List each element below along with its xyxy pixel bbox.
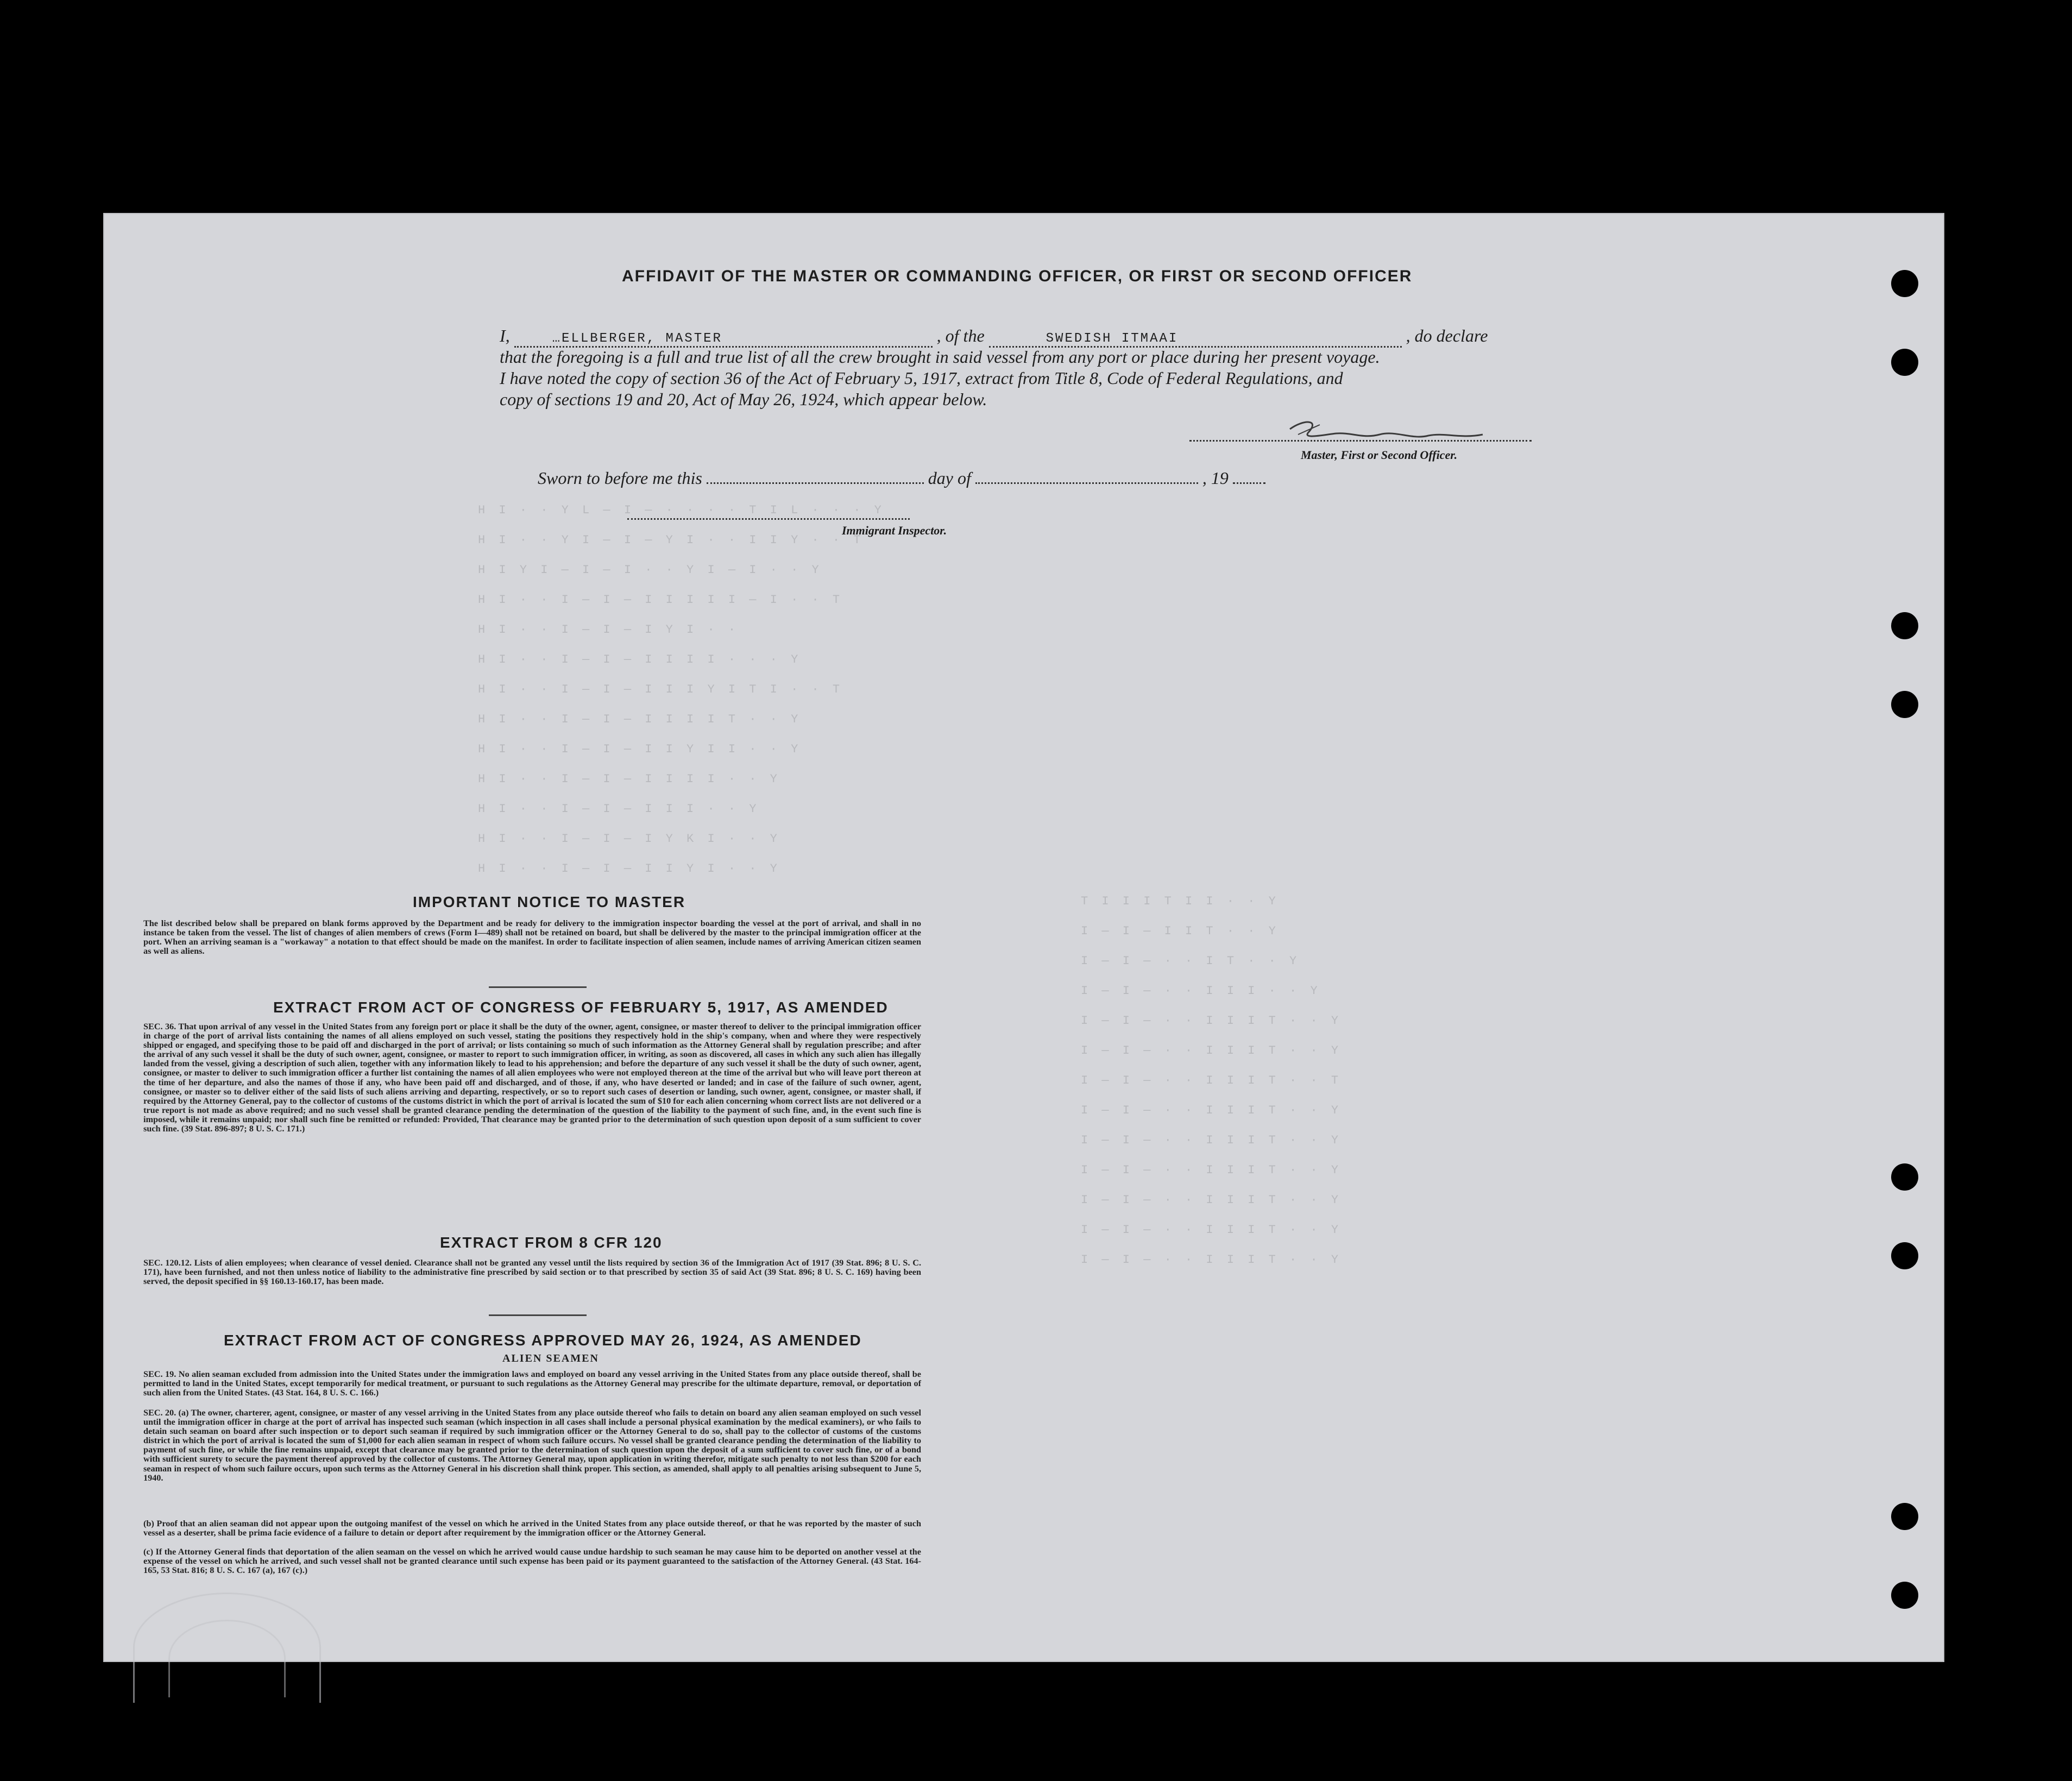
of-the-label: , of the bbox=[936, 326, 985, 345]
affidavit-line-1 bbox=[500, 326, 1488, 348]
extract-1917-title: EXTRACT FROM ACT OF CONGRESS OF FEBRUARY 5, 1917, AS AMENDED bbox=[273, 999, 889, 1016]
signature-label: Master, First or Second Officer. bbox=[1301, 448, 1458, 462]
master-name-value: …ELLBERGER, MASTER bbox=[552, 331, 722, 346]
sec-19-text: SEC. 19. No alien seaman excluded from admission into the United States under the immigration laws and employed on board any vessel arriving in the United States from any place outside thereof, shall be permitted to land in the United States, except temporarily for medical treatment, or pursuant to such regulations as the Attorney General may prescribe for the ultimate departure, removal, or deportation of such alien from the United States. (43 Stat. 164, 8 U. S. C. 166.) bbox=[143, 1369, 921, 1398]
sec-20b-text: (b) Proof that an alien seaman did not appear upon the outgoing manifest of the vessel on which he arrived in the United States from any place outside thereof, or that he was reported by the master of such vessel as a deserter, shall be prima facie evidence of a failure to detain or deport after requirement by the immigration officer or the Attorney General. bbox=[143, 1519, 921, 1538]
inspector-label: Immigrant Inspector. bbox=[842, 524, 947, 537]
sec-20a-text: SEC. 20. (a) The owner, charterer, agent, consignee, or master of any vessel arriving in the United States from any place outside thereof who fails to detain on board any alien seaman employed on such vessel until the immigration officer in charge at the port of arrival has inspected such seaman (which inspection in all cases shall include a personal physical examination by the medical examiners), or who fails to detain such seaman on board after such inspection or to deport such seaman if required by such immigration officer or the Attorney General to do so, shall pay to the collector of customs of the customs district in which the port of arrival is located the sum of $1,000 for each alien seaman in respect of whom such failure occurs. No vessel shall be granted clearance pending the determination of the liability to payment of such fine, or while the fine remains unpaid, except that clearance may be granted prior to the determination of such question upon the deposit of a sum sufficient to cover such fine, or of a bond with sufficient surety to secure the payment thereof approved by the collector of customs. The Attorney General may, upon application in writing therefor, mitigate such penalty to not less than $200 for each seaman in respect of whom such failure occurs, upon such terms as the Attorney General in his discretion shall think proper. This section, as amended, shall apply to all penalties arising subsequent to June 5, 1940. bbox=[143, 1408, 921, 1483]
master-signature bbox=[1287, 418, 1488, 451]
cfr-title: EXTRACT FROM 8 CFR 120 bbox=[440, 1234, 663, 1251]
punch-hole bbox=[1891, 1582, 1918, 1609]
affidavit-prefix: I, bbox=[500, 326, 510, 345]
affidavit-title: AFFIDAVIT OF THE MASTER OR COMMANDING OFFICER, OR FIRST OR SECOND OFFICER bbox=[622, 267, 1413, 285]
day-of-label: day of bbox=[928, 468, 971, 488]
sworn-day-field[interactable] bbox=[707, 482, 924, 484]
embossed-seal-inner bbox=[168, 1620, 286, 1697]
sworn-line bbox=[538, 468, 1265, 488]
punch-hole bbox=[1891, 270, 1918, 297]
sworn-month-field[interactable] bbox=[975, 482, 1198, 484]
sworn-prefix: Sworn to before me this bbox=[538, 468, 702, 488]
inspector-signature-field[interactable] bbox=[627, 518, 910, 520]
form-page: H I · · Y L — I — · · · · T I L · · · Y H I · · Y I — I — Y I · · I I Y · · T H I Y I — I — I · · Y I — I · · Y H I · · I — I — I I I I I — I · · T H I · · I — I — I Y I · · H I · · I — I — I I I I · · · Y H I · · I — I — I I I Y I T I · · T H I · · I — I — I I I I T · · Y H I · · I — I — I I Y I I · · Y H I · · I — I — I I I I · · Y H I · · I — I — I I I · · Y H I · · I — I — I Y K I · · Y H I · · I — I — I I Y I · · Y T I I I T I I · · Y I — I — I I T · · Y I — I — · · I T · · Y I — I — · · I I I · · Y I — I — · · I I I T · · Y I — I — · · I I I T · · Y I — I — · · I I I T · · T I — I — · · I I I T · · Y I — I — · · I I I T · · Y I — I — · · I I I T · · Y I — I — · · I I I T · · Y I — I — · · I I I T · · Y I — I — · · I I I T · · Y AFFIDAVIT OF THE MASTER OR COMMANDING OFFICER, OR FIRST OR SECOND OFFICER I, …ELLBERGER, MASTER , of the SWEDISH ITMAAI , do declare that the foregoing is a full and true list of all the crew brought in said vessel from any port or place during her present voyage. I have noted the copy of section 36 of the Act of February 5, 1917, extract from Title 8, Code of Federal Regulations, and copy of sections 19 and 20, Act of May 26, 1924, which appear below. Master, First or Second Officer. Sworn to before me this day of , 19 Immigrant Inspector. IMPORTANT NOTICE TO MASTER The list described below shall be prepared on blank forms approved by the Department and be ready for delivery to the immigration inspector boarding the vessel at the port of arrival, and shall in no instance be taken from the vessel. The list of changes of alien members of crews (Form I—489) shall not be retained on board, but shall be delivered by the master to the principal immigration officer at the port. When an arriving seaman is a "workaway" a notation to that effect should be made on the manifest. In order to facilitate inspection of alien seamen, include names of arriving American citizen seamen as well as aliens. EXTRACT FROM ACT OF CONGRESS OF FEBRUARY 5, 1917, AS AMENDED SEC. 36. That upon arrival of any vessel in the United States from any foreign port or place it shall be the duty of the owner, agent, consignee, or master thereof to deliver to the principal immigration officer in charge of the port of arrival lists containing the names of all aliens employed on such vessel, stating the positions they respectively hold in the ship's company, when and where they were respectively shipped or engaged, and specifying those to be paid off and discharged in the port of arrival; or lists containing so much of such information as the Attorney General shall by regulation prescribe; and after the arrival of any such vessel it shall be the duty of such owner, agent, consignee, or master to report to such immigration officer, in writing, as soon as discovered, all cases in which any such alien has illegally landed from the vessel, giving a description of such alien, together with any information likely to lead to his apprehension; and before the departure of any such vessel it shall be the duty of such owner, agent, consignee, or master to deliver to such immigration officer a further list containing the names of all alien employees who were not employed thereon at the time of the arrival but who will leave port thereon at the time of her departure, and also the names of those if any, who have been paid off and discharged, and of those, if any, who have deserted or landed; and in case of the failure of such owner, agent, consignee, or master so to deliver either of the said lists of such aliens arriving and departing, respectively, or so to report such cases of desertion or landing, such owner, agent, consignee, or master shall, if required by the Attorney General, pay to the collector of customs of the customs district in which the port of arrival is located the sum of $10 for each alien concerning whom correct lists are not delivered or a true report is not made as above required; and no such vessel shall be granted clearance pending the determination of the question of the liability to the payment of such fine, and, in the event such fine is imposed, while it remains unpaid; nor shall such fine be remitted or refunded: Provided, That clearance may be granted prior to the determination of such question upon deposit of a sum sufficient to cover such fine. (39 Stat. 896-897; 8 U. S. C. 171.) EXTRACT FROM 8 CFR 120 SEC. 120.12. Lists of alien employees; when clearance of vessel denied. Clearance shall not be granted any vessel until the lists required by section 36 of the Immigration Act of 1917 (39 Stat. 896; 8 U. S. C. 171), have been furnished, and not then unless notice of liability to the administrative fine prescribed by said section or to that prescribed by section 35 of said Act (39 Stat. 896; 8 U. S. C. 169) having been served, the deposit specified in §§ 160.13-160.17, has been made. EXTRACT FROM ACT OF CONGRESS APPROVED MAY 26, 1924, AS AMENDED ALIEN SEAMEN SEC. 19. No alien seaman excluded from admission into the United States under the immigration laws and employed on board any vessel arriving in the United States from any place outside thereof, shall be permitted to land in the United States, except temporarily for medical treatment, or pursuant to such regulations as the Attorney General may prescribe for the ultimate departure, removal, or deportation of such alien from the United States. (43 Stat. 164, 8 U. S. C. 166.) SEC. 20. (a) The owner, charterer, agent, consignee, or master of any vessel arriving in the United States from any place outside thereof who fails to detain on board any alien seaman employed on such vessel until the immigration officer in charge at the port of arrival has inspected such seaman (which inspection in all cases shall include a personal physical examination by the medical examiners), or who fails to detain such seaman on board after such inspection or to deport such seaman if required by such immigration officer or the Attorney General to do so, shall pay to the collector of customs of the customs district in which the port of arrival is located the sum of $1,000 for each alien seaman in respect of whom such failure occurs. No vessel shall be granted clearance pending the determination of the liability to payment of such fine, or while the fine remains unpaid, except that clearance may be granted prior to the determination of such question upon the deposit of a sum sufficient to cover such fine, or of a bond with sufficient surety to secure the payment thereof approved by the collector of customs. The Attorney General may, upon application in writing therefor, mitigate such penalty to not less than $200 for each seaman in respect of whom such failure occurs, upon such terms as the Attorney General in his discretion shall think proper. This section, as amended, shall apply to all penalties arising subsequent to June 5, 1940. (b) Proof that an alien seaman did not appear upon the outgoing manifest of the vessel on which he arrived in the United States from any place outside thereof, or that he was reported by the master of such vessel as a deserter, shall be prima facie evidence of a failure to detain or deport after requirement by the immigration officer or the Attorney General. (c) If the Attorney General finds that deportation of the alien seaman on the vessel on which he arrived would cause undue hardship to such seaman he may cause him to be deported on another vessel at the expense of the vessel on which he arrived, and such vessel shall not be granted clearance until such expense has been paid or its payment guaranteed to the satisfaction of the Attorney General. (43 Stat. 164-165, 53 Stat. 816; 8 U. S. C. 167 (a), 167 (c).) bbox=[103, 213, 1944, 1662]
divider bbox=[489, 1314, 587, 1316]
sworn-year-field[interactable] bbox=[1233, 482, 1265, 484]
cfr-text: SEC. 120.12. Lists of alien employees; when clearance of vessel denied. Clearance shall not be granted any vessel until the lists required by section 36 of the Immigration Act of 1917 (39 Stat. 896; 8 U. S. C. 171), have been furnished, and not then unless notice of liability to the administrative fine prescribed by said section or to that prescribed by section 35 of said Act (39 Stat. 896; 8 U. S. C. 169) having been served, the deposit specified in §§ 160.13-160.17, has been made. bbox=[143, 1258, 921, 1287]
year-label: , 19 bbox=[1202, 468, 1229, 488]
punch-hole bbox=[1891, 1163, 1918, 1191]
extract-1924-title: EXTRACT FROM ACT OF CONGRESS APPROVED MAY 26, 1924, AS AMENDED bbox=[224, 1332, 862, 1349]
affidavit-line-2: that the foregoing is a full and true list of all the crew brought in said vessel from any port or place during her present voyage. bbox=[500, 347, 1380, 367]
do-declare-label: , do declare bbox=[1406, 326, 1488, 345]
vessel-name-field[interactable] bbox=[989, 326, 1402, 348]
punch-hole bbox=[1891, 349, 1918, 376]
punch-hole bbox=[1891, 691, 1918, 718]
affidavit-line-4: copy of sections 19 and 20, Act of May 26, 1924, which appear below. bbox=[500, 389, 987, 409]
master-name-field[interactable] bbox=[514, 326, 933, 348]
punch-hole bbox=[1891, 612, 1918, 639]
vessel-name-value: SWEDISH ITMAAI bbox=[1046, 331, 1179, 346]
punch-hole bbox=[1891, 1242, 1918, 1269]
sec-20c-text: (c) If the Attorney General finds that deportation of the alien seaman on the vessel on which he arrived would cause undue hardship to such seaman he may cause him to be deported on another vessel at the expense of the vessel on which he arrived, and such vessel shall not be granted clearance until such expense has been paid or its payment guaranteed to the satisfaction of the Attorney General. (43 Stat. 164-165, 53 Stat. 816; 8 U. S. C. 167 (a), 167 (c).) bbox=[143, 1547, 921, 1576]
alien-seamen-subtitle: ALIEN SEAMEN bbox=[502, 1352, 599, 1364]
punch-hole bbox=[1891, 1503, 1918, 1530]
divider bbox=[489, 986, 587, 988]
extract-1917-text: SEC. 36. That upon arrival of any vessel in the United States from any foreign port or place it shall be the duty of the owner, agent, consignee, or master thereof to deliver to the principal immigration officer in charge of the port of arrival lists containing the names of all aliens employed on such vessel, stating the positions they respectively hold in the ship's company, when and where they were respectively shipped or engaged, and specifying those to be paid off and discharged in the port of arrival; or lists containing so much of such information as the Attorney General shall by regulation prescribe; and after the arrival of any such vessel it shall be the duty of such owner, agent, consignee, or master to report to such immigration officer, in writing, as soon as discovered, all cases in which any such alien has illegally landed from the vessel, giving a description of such alien, together with any information likely to lead to his apprehension; and before the departure of any such vessel it shall be the duty of such owner, agent, consignee, or master to deliver to such immigration officer a further list containing the names of all alien employees who were not employed thereon at the time of the arrival but who will leave port thereon at the time of her departure, and also the names of those if any, who have been paid off and discharged, and of those, if any, who have deserted or landed; and in case of the failure of such owner, agent, consignee, or master so to deliver either of the said lists of such aliens arriving and departing, respectively, or so to report such cases of desertion or landing, such owner, agent, consignee, or master shall, if required by the Attorney General, pay to the collector of customs of the customs district in which the port of arrival is located the sum of $10 for each alien concerning whom correct lists are not delivered or a true report is not made as above required; and no such vessel shall be granted clearance pending the determination of the question of the liability to the payment of such fine, and, in the event such fine is imposed, while it remains unpaid; nor shall such fine be remitted or refunded: Provided, That clearance may be granted prior to the determination of such question upon deposit of a sum sufficient to cover such fine. (39 Stat. 896-897; 8 U. S. C. 171.) bbox=[143, 1022, 921, 1134]
affidavit-line-3: I have noted the copy of section 36 of the Act of February 5, 1917, extract from Title 8, Code of Federal Regulations, and bbox=[500, 368, 1343, 388]
notice-title: IMPORTANT NOTICE TO MASTER bbox=[413, 893, 686, 910]
signature-mark bbox=[1287, 418, 1488, 445]
notice-text: The list described below shall be prepared on blank forms approved by the Department and be ready for delivery to the immigration inspector boarding the vessel at the port of arrival, and shall in no instance be taken from the vessel. The list of changes of alien members of crews (Form I—489) shall not be retained on board, but shall be delivered by the master to the principal immigration officer at the port. When an arriving seaman is a "workaway" a notation to that effect should be made on the manifest. In order to facilitate inspection of alien seamen, include names of arriving American citizen seamen as well as aliens. bbox=[143, 918, 921, 956]
